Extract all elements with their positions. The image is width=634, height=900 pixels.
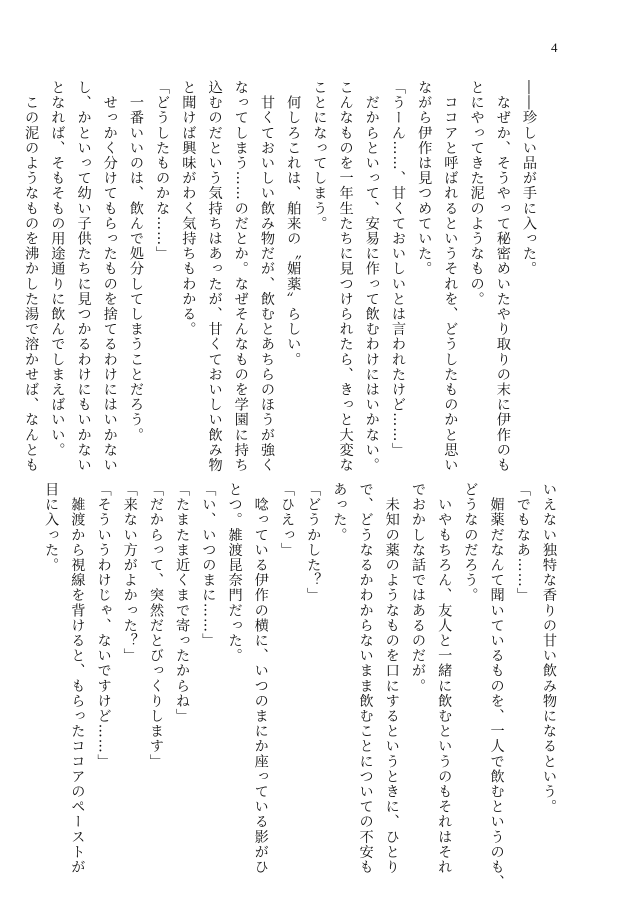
text-line: 「どうかした？」 [305, 482, 322, 603]
text-line: なってしまう……のだとか。なぜそんなものを学園に持ち [232, 80, 249, 473]
text-line: この泥のようなものを沸かした湯で溶かせば、なんとも [23, 80, 40, 473]
page-number: 4 [551, 40, 558, 55]
text-line: し、かといって幼い子供たちに見つかるわけにもいかない [75, 80, 92, 473]
text-line: ――珍しい品が手に入った。 [521, 80, 537, 277]
text-line: とつ。雑渡昆奈門だった。 [226, 482, 243, 664]
text-line: 「ひえっ」 [278, 482, 295, 558]
text-line: 「い、いつのまに……」 [200, 482, 217, 649]
text-line: 唸っている伊作の横に、いつのまにか座っている影がひ [252, 482, 269, 875]
text-line: 込むのだという気持ちはあったが、甘くておいしい飲み物 [206, 80, 223, 473]
text-line: せっかく分けてもらったものを捨てるわけにはいかない [101, 80, 118, 473]
text-line: でおかしな話ではあるのだが。 [409, 482, 426, 694]
text-block-bottom [38, 482, 562, 890]
text-line: なぜか、そうやって秘密めいたやり取りの末に伊作のも [494, 80, 511, 473]
text-line: ながら伊作は見つめていた。 [416, 80, 433, 277]
text-line: どうなのだろう。 [462, 482, 479, 603]
text-line: こんなものを一年生たちに見つけられたら、きっと大変な [337, 80, 354, 473]
text-line: 雑渡から視線を背けると、もらったココアのペーストが [69, 482, 86, 875]
text-line: あった。 [331, 482, 348, 543]
text-line: 一番いいのは、飲んで処分してしまうことだろう。 [127, 80, 144, 443]
text-line: 媚薬だなんて聞いているものを、一人で飲むというのも、 [488, 482, 505, 890]
text-line: 目に入った。 [43, 482, 60, 573]
text-line: 「そういうわけじゃ、ないですけど……」 [95, 482, 112, 769]
text-line: 「たまたま近くまで寄ったからね」 [174, 482, 191, 724]
text-line: とにやってきた泥のようなもの。 [468, 80, 485, 307]
text-line: 「どうしたものかな……」 [154, 80, 171, 262]
text-line: いやもちろん、友人と一緒に飲むというのもそれはそれ [436, 482, 453, 875]
text-line: となれば、そもそもの用途通りに飲んでしまえばいい。 [49, 80, 66, 458]
text-line: ことになってしまう。 [311, 80, 328, 231]
text-line: ココアと呼ばれるというそれを、どうしたものかと思い [442, 80, 459, 473]
text-line: 未知の薬のようなものを口にするというときに、ひとり [383, 482, 400, 875]
text-line: 何しろこれは、舶来の〝媚薬〟らしい。 [285, 80, 302, 367]
text-line: 「うーん……、甘くておいしいとは言われたけど……」 [389, 80, 406, 458]
text-line: と聞けば興味がわく気持ちもわかる。 [180, 80, 197, 337]
text-block-top [18, 80, 542, 482]
text-line: 「来ない方がよかった？」 [121, 482, 138, 664]
text-line: 甘くておいしい飲み物だが、飲むとあちらのほうが強く [258, 80, 275, 473]
text-line: 「でもなあ……」 [514, 482, 531, 603]
text-line: だからといって、安易に作って飲むわけにはいかない。 [363, 80, 380, 473]
text-line: で、どうなるかわからないまま飲むことについての不安も [357, 482, 374, 875]
text-line: 「だからって、突然だとびっくりします」 [147, 482, 164, 769]
text-line: いえない独特な香りの甘い飲み物になるという。 [541, 482, 557, 815]
